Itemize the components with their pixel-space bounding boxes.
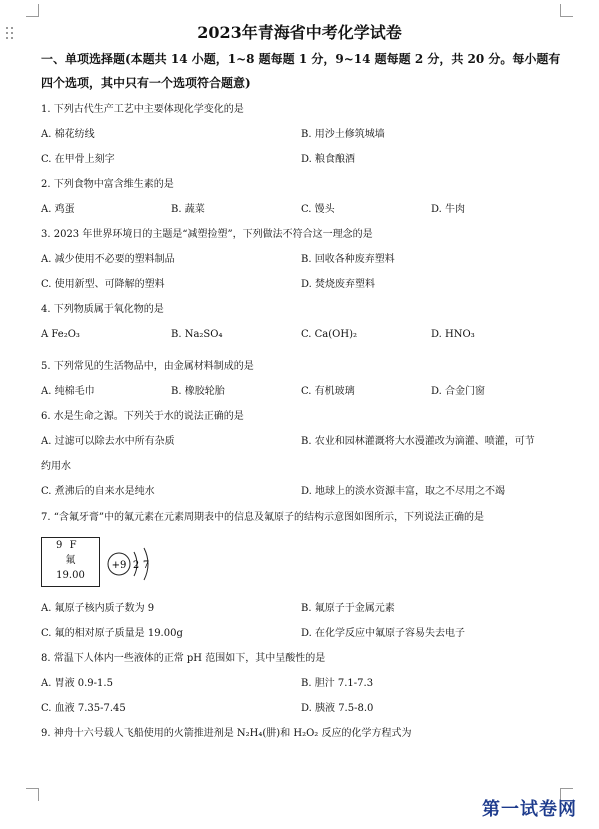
option-a: A. 纯棉毛巾 xyxy=(41,386,95,397)
shell-electron-count: 2 xyxy=(132,560,140,571)
option-d: D. 牛肉 xyxy=(431,204,466,215)
option-c: C. 在甲骨上刻字 xyxy=(41,154,115,165)
option-d: D. 粮食酿酒 xyxy=(301,154,356,165)
option-b: B. 橡胶轮胎 xyxy=(171,386,225,397)
option-b: B. 胆汁 7.1-7.3 xyxy=(301,678,374,689)
option-d: D. 地球上的淡水资源丰富，取之不尽用之不竭 xyxy=(301,486,506,497)
element-name: 氟 xyxy=(65,555,76,566)
option-b: B. 氟原子于金属元素 xyxy=(301,603,395,614)
question-stem: 7. “含氟牙膏”中的氟元素在元素周期表中的信息及氟原子的结构示意图如图所示，下列说法正确的是 xyxy=(41,512,484,523)
option-c: C. 煮沸后的自来水是纯水 xyxy=(41,486,155,497)
option-d: D. 焚烧废弃塑料 xyxy=(301,279,376,290)
option-c: C. 使用新型、可降解的塑料 xyxy=(41,279,165,290)
atomic-number: 9 xyxy=(56,540,63,551)
question-stem: 9. 神舟十六号载人飞船使用的火箭推进剂是 N₂H₄(肼)和 H₂O₂ 反应的化学方程式为 xyxy=(41,728,412,739)
atomic-mass: 19.00 xyxy=(56,570,85,581)
option-d: D. 在化学反应中氟原子容易失去电子 xyxy=(301,628,466,639)
option-a: A. 棉花纺线 xyxy=(41,129,95,140)
option-a: A. 减少使用不必要的塑料制品 xyxy=(41,254,175,265)
option-c: C. 馒头 xyxy=(301,204,335,215)
question-stem: 6. 水是生命之源。下列关于水的说法正确的是 xyxy=(41,411,244,422)
atom-structure-diagram xyxy=(104,542,160,586)
question-stem: 2. 下列食物中富含维生素的是 xyxy=(41,179,174,190)
section-heading: 一、单项选择题(本题共 14 小题，1~8 题每题 1 分，9~14 题每题 2 分，共 20 分。每小题有 xyxy=(41,52,561,66)
option-a: A. 过滤可以除去水中所有杂质 xyxy=(41,436,175,447)
option-b: B. 用沙土修筑城墙 xyxy=(301,129,385,140)
question-stem: 8. 常温下人体内一些液体的正常 pH 范围如下，其中呈酸性的是 xyxy=(41,653,326,664)
nucleus-charge: +9 xyxy=(111,560,127,571)
option-d: D. HNO₃ xyxy=(431,329,475,340)
section-heading: 四个选项，其中只有一个选项符合题意) xyxy=(41,76,251,90)
page-corner-mark xyxy=(560,4,573,17)
option-c: C. 氟的相对原子质量是 19.00g xyxy=(41,628,183,639)
option-d: D. 合金门窗 xyxy=(431,386,486,397)
question-stem: 5. 下列常见的生活物品中，由金属材料制成的是 xyxy=(41,361,254,372)
option-c: C. Ca(OH)₂ xyxy=(301,329,357,340)
option-b: B. 回收各种废弃塑料 xyxy=(301,254,395,265)
site-watermark: 第一试卷网 xyxy=(482,799,577,820)
option-a: A. 胃液 0.9-1.5 xyxy=(41,678,113,689)
page-corner-mark xyxy=(26,4,39,17)
periodic-table-cell xyxy=(41,537,100,587)
option-c: C. 血液 7.35-7.45 xyxy=(41,703,126,714)
option-d: D. 胰液 7.5-8.0 xyxy=(301,703,374,714)
option-b-continued: 约用水 xyxy=(41,461,71,472)
option-a: A Fe₂O₃ xyxy=(41,329,80,340)
question-stem: 4. 下列物质属于氧化物的是 xyxy=(41,304,164,315)
question-stem: 1. 下列古代生产工艺中主要体现化学变化的是 xyxy=(41,104,244,115)
question-stem: 3. 2023 年世界环境日的主题是“减塑捡塑”，下列做法不符合这一理念的是 xyxy=(41,229,373,240)
page-title: 2023年青海省中考化学试卷 xyxy=(197,23,402,42)
option-b: B. 蔬菜 xyxy=(171,204,205,215)
element-symbol: F xyxy=(69,540,77,551)
option-a: A. 鸡蛋 xyxy=(41,204,75,215)
option-c: C. 有机玻璃 xyxy=(301,386,355,397)
option-b: B. Na₂SO₄ xyxy=(171,329,223,340)
page-corner-mark xyxy=(26,788,39,801)
option-b: B. 农业和园林灌溉将大水漫灌改为滴灌、喷灌，可节 xyxy=(301,436,535,447)
option-a: A. 氟原子核内质子数为 9 xyxy=(41,603,155,614)
shell-electron-count: 7 xyxy=(142,560,150,571)
